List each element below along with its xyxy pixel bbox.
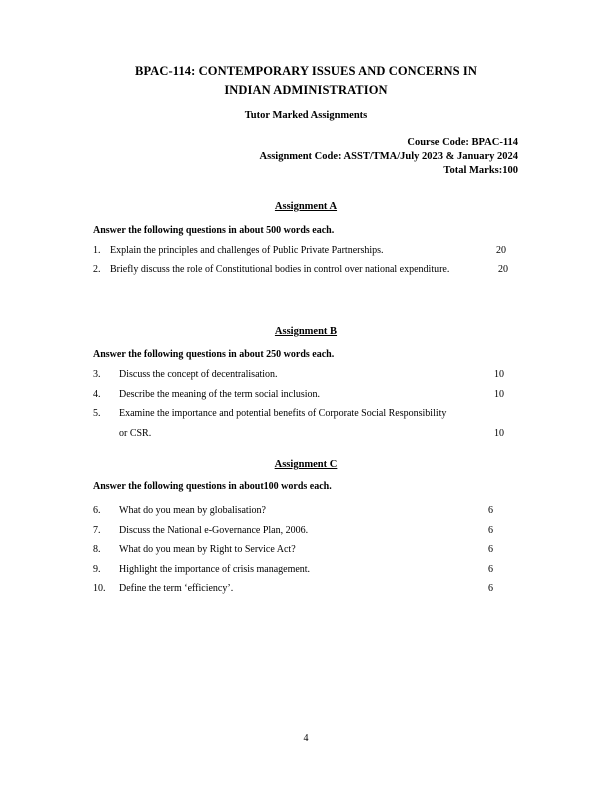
question-text: Discuss the concept of decentralisation. [119,369,278,380]
question-marks: 6 [488,505,493,516]
question-text: What do you mean by globalisation? [119,505,266,516]
course-codes-block [260,136,518,178]
question-text: Briefly discuss the role of Constitutional bodies in control over national expenditure. [110,264,450,275]
question-item [0,544,612,558]
question-item [0,389,612,403]
course-code: Course Code: BPAC-114 [407,137,518,148]
question-number: 1. [93,245,101,256]
question-text: What do you mean by Right to Service Act? [119,544,296,555]
question-item [0,583,612,597]
question-marks: 6 [488,583,493,594]
question-marks: 6 [488,564,493,575]
question-number: 3. [93,369,101,380]
total-marks: Total Marks:100 [443,165,518,176]
question-text: Discuss the National e-Governance Plan, 2006. [119,525,309,536]
question-number: 4. [93,389,101,400]
question-text: Describe the meaning of the term social inclusion. [119,389,321,400]
assignment-b-heading: Assignment B [274,326,338,337]
question-marks: 6 [488,544,493,555]
question-item [0,505,612,519]
question-number: 5. [93,408,101,419]
question-number: 7. [93,525,101,536]
question-number: 9. [93,564,101,575]
assignment-a-instruction: Answer the following questions in about 500 words each. [93,225,335,236]
question-number: 2. [93,264,101,275]
question-number: 8. [93,544,101,555]
document-subtitle: Tutor Marked Assignments [244,110,368,121]
assignment-a-heading: Assignment A [274,201,338,212]
question-item [0,245,612,259]
assignment-code: Assignment Code: ASST/TMA/July 2023 & January 2024 [259,151,518,162]
question-text-continued: or CSR. [119,428,152,439]
question-item [0,264,612,278]
question-item [0,564,612,578]
question-marks: 20 [496,245,506,256]
question-item [0,408,612,442]
document-title-line1: BPAC-114: CONTEMPORARY ISSUES AND CONCERNS IN [135,64,477,78]
question-text: Explain the principles and challenges of Public Private Partnerships. [110,245,384,256]
question-item [0,369,612,383]
assignment-c-instruction: Answer the following questions in about100 words each. [93,481,332,492]
question-marks: 10 [494,389,504,400]
question-number: 10. [93,583,106,594]
question-text: Highlight the importance of crisis management. [119,564,311,575]
question-item [0,525,612,539]
question-marks: 6 [488,525,493,536]
assignment-b-instruction: Answer the following questions in about 250 words each. [93,349,335,360]
document-title-line2: INDIAN ADMINISTRATION [224,83,388,97]
page-number: 4 [303,733,309,744]
question-number: 6. [93,505,101,516]
question-marks: 20 [498,264,508,275]
assignment-c-heading: Assignment C [274,459,338,470]
question-text: Examine the importance and potential benefits of Corporate Social Responsibility [119,408,447,419]
question-marks: 10 [494,369,504,380]
question-text: Define the term ‘efficiency’. [119,583,234,594]
question-marks: 10 [494,428,504,439]
